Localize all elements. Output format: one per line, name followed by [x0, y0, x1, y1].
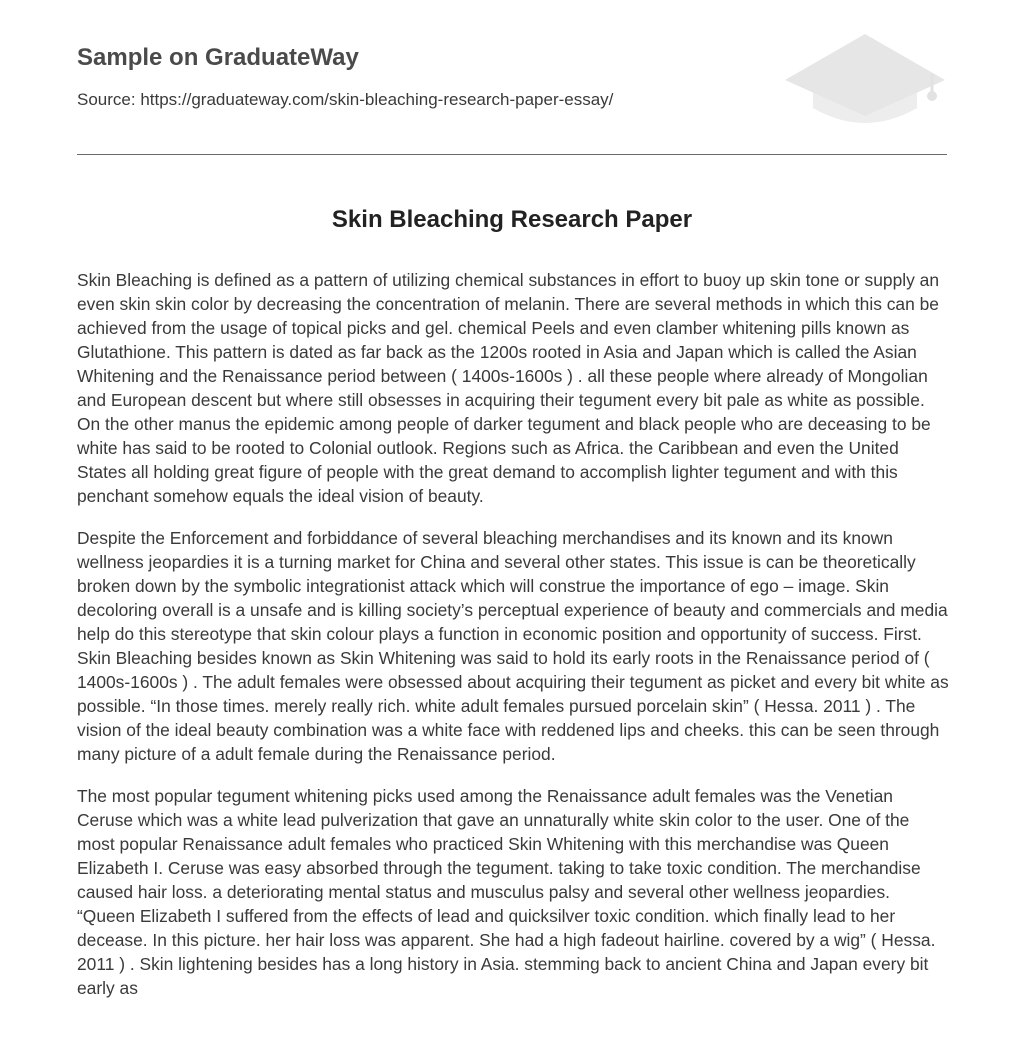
source-label: Source:	[77, 90, 136, 109]
source-link[interactable]: https://graduateway.com/skin-bleaching-research-paper-essay/	[140, 90, 614, 109]
paragraph: Despite the Enforcement and forbiddance of several bleaching merchandises and its known and its known wellness jeopardies it is a turning market for China and several other states. This issue is can be theoretically broken down by the symbolic integrationist attack which will construe the importance of ego – image. Skin decoloring overall is a unsafe and is killing society’s perceptual experience of beauty and commercials and media help do this stereotype that skin colour plays a function in economic position and opportunity of success. First. Skin Bleaching besides known as Skin Whitening was said to hold its early roots in the Renaissance period of ( 1400s-1600s ) . The adult females were obsessed about acquiring their tegument as picket and every bit white as possible. “In those times. merely really rich. white adult females pursued porcelain skin” ( Hessa. 2011 ) . The vision of the ideal beauty combination was a white face with reddened lips and cheeks. this can be seen through many picture of a adult female during the Renaissance period.	[77, 528, 949, 764]
source-line	[77, 88, 613, 112]
header-divider	[77, 154, 947, 155]
document-body	[77, 268, 949, 1018]
document-title: Skin Bleaching Research Paper	[331, 206, 693, 233]
graduation-cap-icon	[780, 30, 950, 134]
paragraph: The most popular tegument whitening picks used among the Renaissance adult females was the Venetian Ceruse which was a white lead pulverization that gave an unnaturally white skin color to the user. One of the most popular Renaissance adult females who practiced Skin Whitening with this merchandise was Queen Elizabeth I. Ceruse was easy absorbed through the tegument. taking to take toxic condition. The merchandise caused hair loss. a deteriorating mental status and musculus palsy and several other wellness jeopardies. “Queen Elizabeth I suffered from the effects of lead and quicksilver toxic condition. which finally lead to her decease. In this picture. her hair loss was apparent. She had a high fadeout hairline. covered by a wig” ( Hessa. 2011 ) . Skin lightening besides has a long history in Asia. stemming back to ancient China and Japan every bit early as	[77, 786, 936, 998]
site-title: Sample on GraduateWay	[77, 44, 359, 71]
paragraph: Skin Bleaching is defined as a pattern of utilizing chemical substances in effort to buoy up skin tone or supply an even skin skin color by decreasing the concentration of melanin. There are several methods in which this can be achieved from the usage of topical picks and gel. chemical Peels and even clamber whitening pills known as Glutathione. This pattern is dated as far back as the 1200s rooted in Asia and Japan which is called the Asian Whitening and the Renaissance period between ( 1400s-1600s ) . all these people where already of Mongolian and European descent but where still obsesses in acquiring their tegument every bit pale as white as possible. On the other manus the epidemic among people of darker tegument and black people who are deceasing to be white has said to be rooted to Colonial outlook. Regions such as Africa. the Caribbean and even the United States all holding great figure of people with the great demand to accomplish lighter tegument and with this penchant somehow equals the ideal vision of beauty.	[77, 270, 939, 506]
